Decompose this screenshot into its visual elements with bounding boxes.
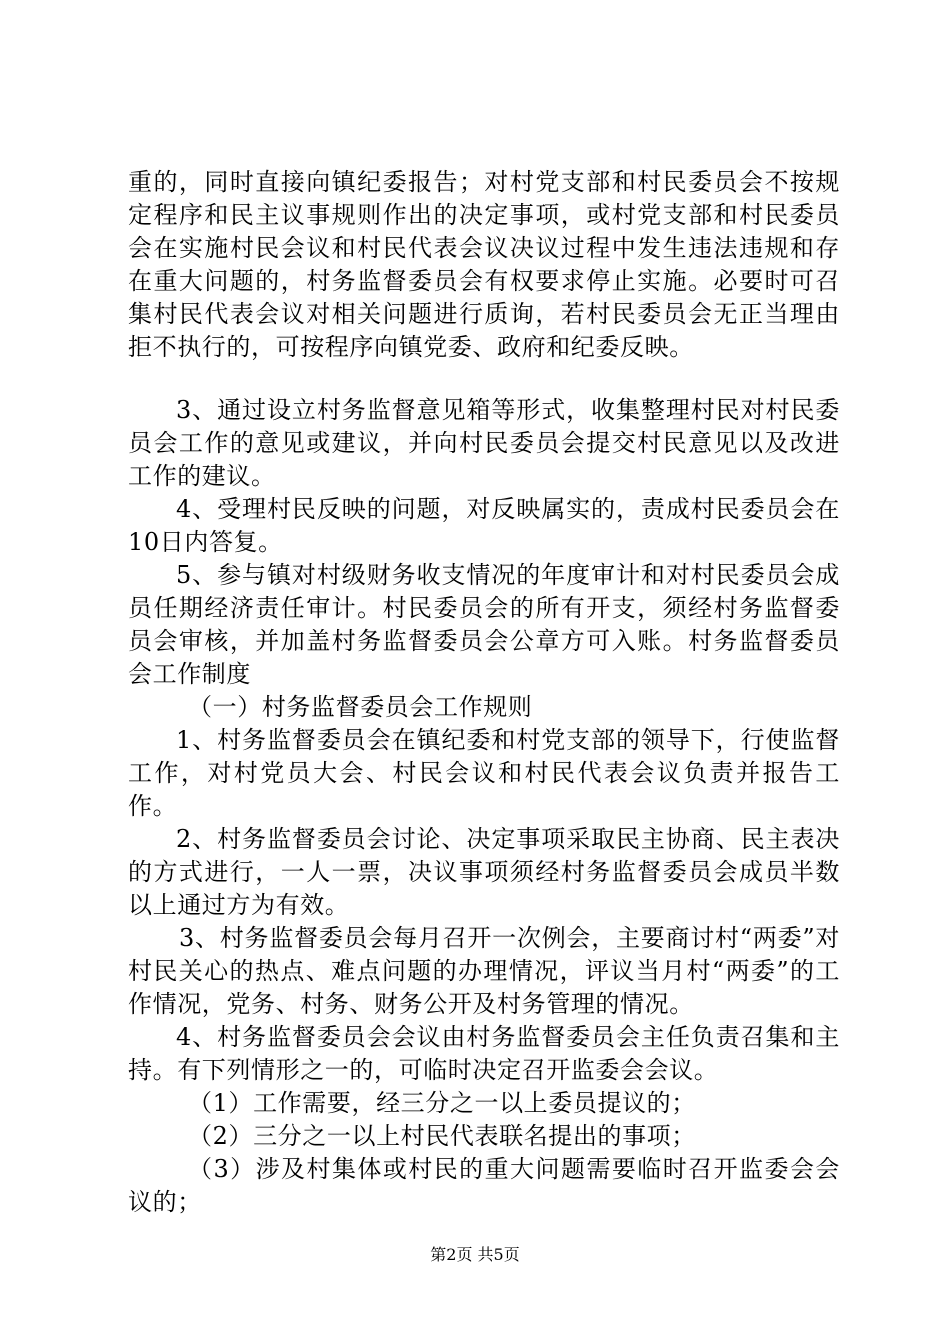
document-body (128, 166, 840, 1219)
paragraph-continuation: 重的，同时直接向镇纪委报告；对村党支部和村民委员会不按规定程序和民主议事规则作出的决定事项，或村党支部和村民委员会在实施村民会议和村民代表会议决议过程中发生违法违规和存在重大问题的，村务监督委员会有权要求停止实施。必要时可召集村民代表会议对相关问题进行质询，若村民委员会无正当理由拒不执行的，可按程序向镇党委、政府和纪委反映。 (128, 168, 840, 361)
paragraph-rule-1: 1、村务监督委员会在镇纪委和村党支部的领导下，行使监督工作，对村党员大会、村民会议和村民代表会议负责并报告工作。 (128, 726, 840, 820)
paragraph-item-4: 4、受理村民反映的问题，对反映属实的，责成村民委员会在10日内答复。 (128, 495, 840, 556)
paragraph-item-3: 3、通过设立村务监督意见箱等形式，收集整理村民对村民委员会工作的意见或建议，并向村民委员会提交村民意见以及改进工作的建议。 (128, 396, 840, 490)
paragraph-rule-4: 4、村务监督委员会会议由村务监督委员会主任负责召集和主持。有下列情形之一的，可临时决定召开监委会会议。 (128, 1023, 840, 1084)
list-item-condition-2: （2）三分之一以上村民代表联名提出的事项； (188, 1122, 696, 1150)
page-number-footer: 第2页 共5页 (430, 1245, 520, 1264)
paragraph-rule-2: 2、村务监督委员会讨论、决定事项采取民主协商、民主表决的方式进行，一人一票，决议事项须经村务监督委员会成员半数以上通过方为有效。 (128, 825, 840, 919)
list-item-condition-1: （1）工作需要，经三分之一以上委员提议的； (188, 1089, 696, 1117)
paragraph-item-5: 5、参与镇对村级财务收支情况的年度审计和对村民委员会成员任期经济责任审计。村民委员会的所有开支，须经村务监督委员会审核，并加盖村务监督委员会公章方可入账。村务监督委员会工作制度 (128, 561, 840, 688)
section-heading-rules: （一）村务监督委员会工作规则 (188, 693, 533, 721)
paragraph-rule-3: 3、村务监督委员会每月召开一次例会，主要商讨村“两委”对村民关心的热点、难点问题的办理情况，评议当月村“两委”的工作情况，党务、村务、财务公开及村务管理的情况。 (128, 924, 840, 1018)
list-item-condition-3: （3）涉及村集体或村民的重大问题需要临时召开监委会会议的； (128, 1155, 840, 1216)
